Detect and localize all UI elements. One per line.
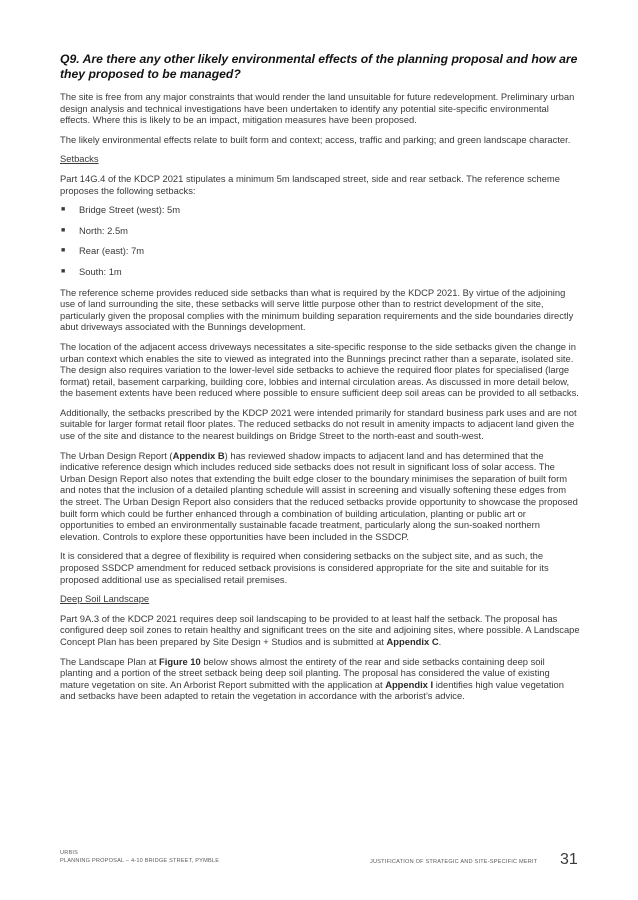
bullet-icon: ■ <box>61 267 66 275</box>
list-item: ■ Rear (east): 7m <box>61 245 145 257</box>
intro-paragraph-2: The likely environmental effects relate to built form and context; access, traffic and parking; and green landscape character. <box>60 133 571 145</box>
bullet-icon: ■ <box>61 206 66 214</box>
appendix-b-reference: Appendix B <box>172 449 225 461</box>
page-content <box>60 52 580 710</box>
setbacks-paragraph-3: The location of the adjacent access driveways necessitates a site-specific response to the side setbacks given the change in urban context which enables the site to viewed as integrated into the Bunnings precinct rather than a separate, isolated site. The design also requires variation to the lower-level side setbacks to achieve the required floor plates for specialised (large format) retail, basement carparking, building core, lobbies and internal circulation areas. As discussed in more detail below, the basement extents have been reduced where possible to ensure sufficient deep soil areas can be provided to all setbacks. <box>60 340 579 399</box>
appendix-i-reference: Appendix I <box>385 678 434 690</box>
setbacks-paragraph-4: Additionally, the setbacks prescribed by the KDCP 2021 were intended primarily for standard business park uses and are not suitable for larger format retail floor plates. The reduced setbacks do not result in amenity impacts to adjacent land given the use of the site and distance to the nearest buildings on Bridge Street to the north-east and south-west. <box>60 406 577 442</box>
figure-10-reference: Figure 10 <box>159 655 201 667</box>
setbacks-paragraph-6: It is considered that a degree of flexibility is required when considering setbacks on the subject site, and as such, the proposed SSDCP amendment for reduced setback provisions is considered appropriate for the site and suitable for its proposed additional use as specialised retail premises. <box>60 550 549 585</box>
footer-org: URBIS <box>60 850 79 856</box>
setbacks-paragraph-5: The Urban Design Report (Appendix B) has reviewed shadow impacts to adjacent land and has determined that the indicative reference design which includes reduced side setbacks does not result in significant loss of solar access. The Urban Design Report also notes that extending the built edge closer to the boundary minimises the separation of built form and notes that the inclusion of a detailed planting schedule will assist in screening and visually softening these edges from the street. The Urban Design Report also considers that the reduced setbacks provide opportunity to showcase the proposed built form which could be further enhanced through a combination of building articulation, planting or public art or opportunities to embed an environmentally sustainable facade treatment, particularly along the sun-soaked northern elevation. Controls to explore these opportunities have been included in the SSDCP. <box>60 449 578 542</box>
setbacks-paragraph-2: The reference scheme provides reduced side setbacks than what is required by the KDCP 2021. By virtue of the adjoining use of land surrounding the site, these setbacks will serve little purpose other than to restrict development of the site, particularly given the proposal complies with the minimum building separation requirements and the side boundaries directly abut driveways associated with the Bunnings development. <box>60 286 574 333</box>
setbacks-heading: Setbacks <box>60 153 99 165</box>
appendix-c-reference: Appendix C <box>386 635 439 647</box>
list-item: ■ North: 2.5m <box>61 224 128 236</box>
page-number: 31 <box>560 851 578 868</box>
footer-left <box>60 849 219 865</box>
deep-soil-heading: Deep Soil Landscape <box>60 593 150 605</box>
intro-paragraph-1: The site is free from any major constraints that would render the land unsuitable for future redevelopment. Preliminary urban design analysis and technical investigations have been undertaken to identify any potential site-specific environmental effects. Where this is likely to be an impact, mitigation measures have been proposed. <box>60 91 575 126</box>
footer-section-title: JUSTIFICATION OF STRATEGIC AND SITE-SPECIFIC MERIT <box>370 859 538 865</box>
footer-document-title: PLANNING PROPOSAL – 4-10 BRIDGE STREET, PYMBLE <box>60 858 220 864</box>
setbacks-paragraph-1: Part 14G.4 of the KDCP 2021 stipulates a minimum 5m landscaped street, side and rear setback. The reference scheme proposes the following setbacks: <box>60 172 560 196</box>
question-heading: Q9. Are there any other likely environmental effects of the planning proposal and how are they proposed to be managed? <box>60 52 578 81</box>
list-item: ■ South: 1m <box>61 265 122 277</box>
deep-soil-paragraph-1: Part 9A.3 of the KDCP 2021 requires deep soil landscaping to be provided to at least half the setback. The proposal has configured deep soil zones to retain healthy and significant trees on the site and adjoining sites, where possible. A Landscape Concept Plan has been prepared by Site Design + Studios and is submitted at Appendix C. <box>60 612 580 647</box>
bullet-icon: ■ <box>61 226 66 234</box>
list-item: ■ Bridge Street (west): 5m <box>61 204 181 216</box>
setbacks-list <box>60 204 580 277</box>
bullet-icon: ■ <box>61 247 66 255</box>
deep-soil-paragraph-2: The Landscape Plan at Figure 10 below shows almost the entirety of the rear and side setbacks containing deep soil planting and a portion of the street setback being deep soil planting. The proposal has considered the value of existing mature vegetation on site. An Arborist Report submitted with the application at Appendix I identifies high value vegetation and setbacks have been adapted to retain the vegetation in accordance with the arborist’s advice. <box>60 655 564 702</box>
